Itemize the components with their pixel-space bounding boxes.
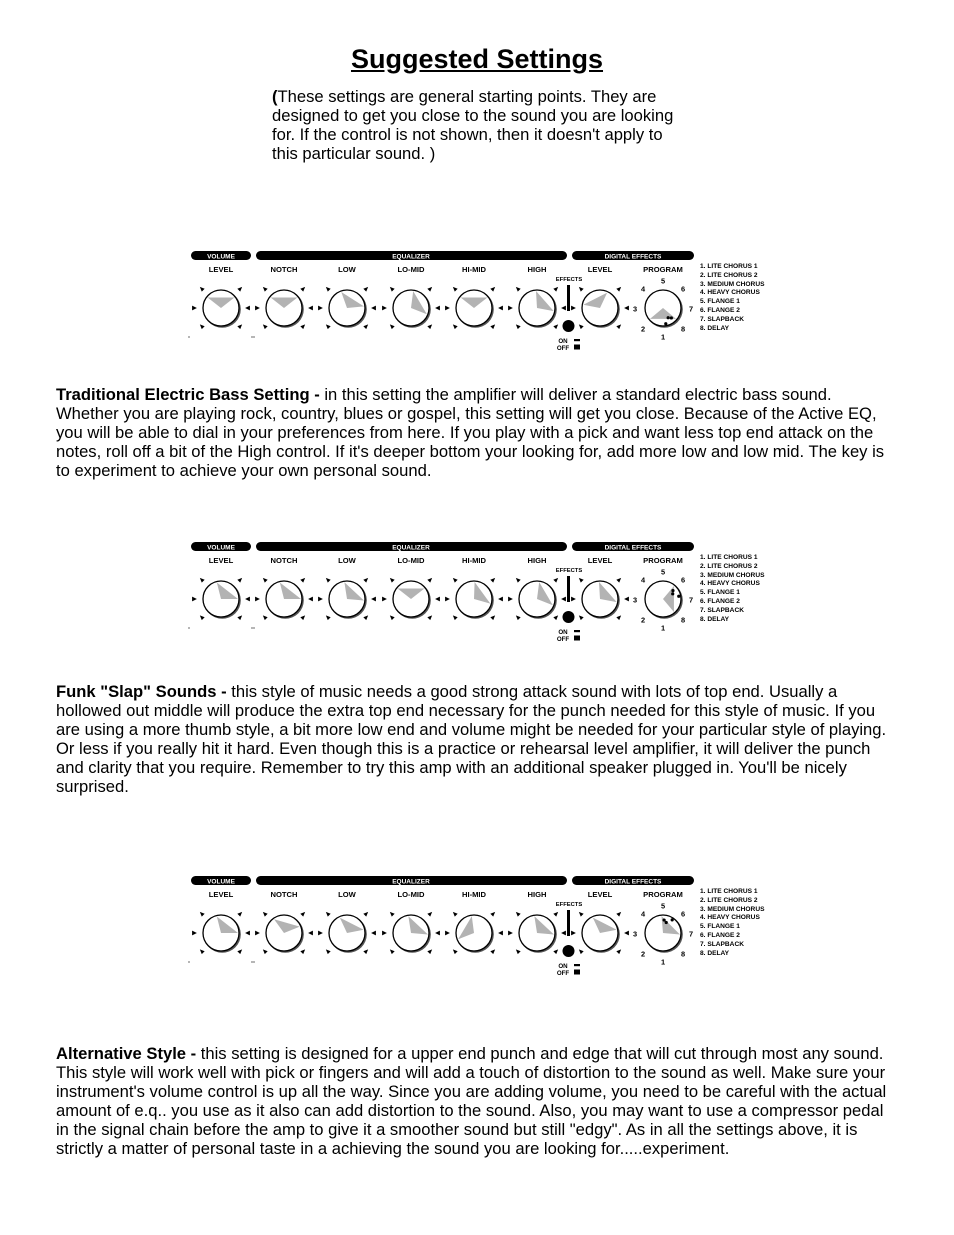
knob-label: HI-MID <box>461 265 487 274</box>
switch-led <box>563 945 575 957</box>
program-number: 3 <box>632 595 638 605</box>
program-number: 5 <box>660 901 666 911</box>
tick-marker <box>453 578 458 583</box>
tick-marker <box>263 578 268 583</box>
knob-label: LOW <box>338 265 356 274</box>
tick-marker <box>192 931 197 936</box>
tick-marker <box>363 615 368 620</box>
tick-marker <box>300 615 305 620</box>
dot-mark <box>251 961 252 962</box>
tick-marker <box>263 287 268 292</box>
tick-marker <box>553 324 558 329</box>
off-mark <box>574 345 580 350</box>
knob[interactable] <box>255 265 313 329</box>
on-label: ON <box>558 338 568 345</box>
tick-marker <box>371 931 376 936</box>
tick-marker <box>516 912 521 917</box>
section-alternative <box>56 1044 898 1158</box>
tick-marker <box>363 949 368 954</box>
intro-text <box>272 87 692 163</box>
tick-marker <box>326 287 331 292</box>
switch-slot <box>567 576 570 602</box>
knob-label: NOTCH <box>270 556 298 565</box>
program-knob[interactable] <box>633 556 693 633</box>
knob[interactable] <box>255 890 313 954</box>
knob[interactable] <box>508 890 566 954</box>
volume-label: VOLUME <box>207 878 235 886</box>
knob-label: LO-MID <box>397 556 425 565</box>
program-number: 2 <box>640 324 646 334</box>
knob-label: LO-MID <box>397 265 425 274</box>
dot-mark <box>253 336 254 337</box>
tick-marker <box>318 597 323 602</box>
tick-marker <box>363 578 368 583</box>
effects-list <box>700 263 764 333</box>
tick-marker <box>427 287 432 292</box>
program-number: 2 <box>640 615 646 625</box>
effects-list-item: 7. SLAPBACK <box>700 315 744 323</box>
tick-marker <box>498 931 503 936</box>
knob-label: LO-MID <box>397 890 425 899</box>
program-dot <box>671 918 674 921</box>
tick-marker <box>237 949 242 954</box>
tick-marker <box>579 578 584 583</box>
knob-label: LOW <box>338 890 356 899</box>
tick-marker <box>255 931 260 936</box>
tick-marker <box>490 949 495 954</box>
tick-marker <box>445 306 450 311</box>
on-mark <box>574 964 580 966</box>
program-number: 1 <box>660 623 666 633</box>
effects-list-item: 8. DELAY <box>700 615 730 623</box>
dot-mark <box>251 336 252 337</box>
section-body: this style of music needs a good strong attack sound with lots of top end. Usually a hollowed out middle will produce the extra top end necessary for the punch needed for this style of music. If you are using a more thumb style, a bit more low end and volume might be needed for your particular style of playing. Or less if you really hit it hard. Even though this is a practice or rehearsal level amplifier, it will deliver the punch and clarity that you require. Remember to try this amp with an additional speaker plugged in. You'll be nicely surprised. <box>56 682 887 796</box>
tick-marker <box>435 306 440 311</box>
tick-marker <box>579 287 584 292</box>
tick-marker <box>445 931 450 936</box>
effects-list-item: 4. HEAVY CHORUS <box>700 580 760 588</box>
tick-marker <box>200 324 205 329</box>
tick-marker <box>579 912 584 917</box>
knob[interactable] <box>255 556 313 620</box>
tick-marker <box>263 949 268 954</box>
program-number: 6 <box>680 575 686 585</box>
knob[interactable] <box>382 556 440 620</box>
tick-marker <box>579 615 584 620</box>
knob[interactable] <box>445 556 503 620</box>
section-heading: Alternative Style - <box>56 1044 197 1063</box>
program-label: PROGRAM <box>643 556 683 565</box>
knob[interactable] <box>318 890 376 954</box>
section-heading: Traditional Electric Bass Setting - <box>56 385 320 404</box>
program-dot <box>671 592 674 595</box>
tick-marker <box>237 287 242 292</box>
knob-label: LEVEL <box>208 265 234 274</box>
tick-marker <box>616 578 621 583</box>
tick-marker <box>300 578 305 583</box>
tick-marker <box>427 912 432 917</box>
section-heading: Funk "Slap" Sounds - <box>56 682 227 701</box>
tick-marker <box>390 578 395 583</box>
tick-marker <box>363 324 368 329</box>
tick-marker <box>237 324 242 329</box>
effects-list-item: 7. SLAPBACK <box>700 606 744 614</box>
effects-list-item: 2. LITE CHORUS 2 <box>700 896 758 904</box>
tick-marker <box>498 306 503 311</box>
tick-marker <box>516 578 521 583</box>
knob-label: LEVEL <box>587 265 613 274</box>
program-dot <box>665 921 668 924</box>
effects-label: EFFECTS <box>555 568 583 574</box>
tick-marker <box>553 287 558 292</box>
tick-marker <box>435 931 440 936</box>
tick-marker <box>200 912 205 917</box>
tick-marker <box>382 597 387 602</box>
tick-marker <box>237 615 242 620</box>
knob-label: HIGH <box>527 556 547 565</box>
tick-marker <box>363 912 368 917</box>
switch-led <box>563 320 575 332</box>
program-dot <box>671 589 674 592</box>
tick-marker <box>579 949 584 954</box>
tick-marker <box>561 306 566 311</box>
program-number: 6 <box>680 909 686 919</box>
tick-marker <box>571 931 576 936</box>
off-label: OFF <box>556 636 570 643</box>
tick-marker <box>382 306 387 311</box>
tick-marker <box>453 615 458 620</box>
effects-list-item: 8. DELAY <box>700 324 730 332</box>
program-label: PROGRAM <box>643 890 683 899</box>
knob[interactable] <box>445 265 503 329</box>
program-number: 5 <box>660 567 666 577</box>
effects-list-item: 3. MEDIUM CHORUS <box>700 571 765 579</box>
tick-marker <box>508 306 513 311</box>
dot-mark <box>188 627 189 628</box>
tick-marker <box>427 949 432 954</box>
section-body: this setting is designed for a upper end punch and edge that will cut through most any sound. This style will work well with pick or fingers and will add a touch of distortion to the sound as well. Make sure your instrument's volume control is up all the way. Since you are adding volume, you need to be careful with the actual amount of e.q.. you use as it also can add distortion to the sound. Also, you may want to use a compressor pedal in the signal chain before the amp to give it a smoother sound but still "edgy". As in all the settings above, it is strictly a matter of personal taste in a achieving the sound you are looking for.....experiment. <box>56 1044 887 1158</box>
knob-label: LEVEL <box>208 556 234 565</box>
knob-label: HI-MID <box>461 556 487 565</box>
knob-label: HIGH <box>527 890 547 899</box>
knob[interactable] <box>382 265 440 329</box>
effects-list-item: 8. DELAY <box>700 949 730 957</box>
knob[interactable] <box>508 265 566 329</box>
off-mark <box>574 636 580 641</box>
digital-effects-label: DIGITAL EFFECTS <box>604 253 662 261</box>
tick-marker <box>579 324 584 329</box>
tick-marker <box>237 578 242 583</box>
program-knob[interactable] <box>633 890 693 967</box>
tick-marker <box>300 324 305 329</box>
program-dot <box>663 918 666 921</box>
intro-body: These settings are general starting points. They are designed to get you close to the sound you are looking for. If the control is not shown, then it doesn't apply to this particular sound. ) <box>272 87 674 163</box>
tick-marker <box>453 287 458 292</box>
effects-list-item: 4. HEAVY CHORUS <box>700 289 760 297</box>
knob[interactable] <box>571 265 629 329</box>
program-number: 7 <box>688 929 694 939</box>
tick-marker <box>490 287 495 292</box>
off-mark <box>574 970 580 975</box>
tick-marker <box>318 306 323 311</box>
tick-marker <box>326 615 331 620</box>
tick-marker <box>245 597 250 602</box>
program-number: 6 <box>680 284 686 294</box>
tick-marker <box>427 615 432 620</box>
program-dot <box>667 316 670 319</box>
section-body: in this setting the amplifier will deliver a standard electric bass sound. Whether you are playing rock, country, blues or gospel, this setting will get you close. Because of the Active EQ, you will be able to dial in your preferences from here. If you play with a pick and want less top end attack on the notes, roll off a bit of the High control. If it's deeper bottom your looking for, add more low and low mid. The key is to experiment to achieve your own personal sound. <box>56 385 885 480</box>
program-dot <box>664 322 667 325</box>
tick-marker <box>300 912 305 917</box>
tick-marker <box>326 912 331 917</box>
tick-marker <box>245 931 250 936</box>
program-number: 4 <box>640 284 646 294</box>
knob[interactable] <box>192 890 250 954</box>
tick-marker <box>237 912 242 917</box>
tick-marker <box>200 578 205 583</box>
tick-marker <box>308 306 313 311</box>
tick-marker <box>192 597 197 602</box>
effects-switch[interactable] <box>556 902 583 977</box>
knob[interactable] <box>571 556 629 620</box>
program-number: 2 <box>640 949 646 959</box>
effects-list-item: 3. MEDIUM CHORUS <box>700 905 765 913</box>
tick-marker <box>616 912 621 917</box>
tick-marker <box>308 597 313 602</box>
intro-paren: ( <box>272 87 278 106</box>
tick-marker <box>561 931 566 936</box>
knob[interactable] <box>192 265 250 329</box>
knob[interactable] <box>445 890 503 954</box>
tick-marker <box>390 949 395 954</box>
equalizer-label: EQUALIZER <box>392 253 430 261</box>
tick-marker <box>453 324 458 329</box>
knob-label: LEVEL <box>587 890 613 899</box>
section-traditional <box>56 385 898 480</box>
tick-marker <box>390 912 395 917</box>
tick-marker <box>616 615 621 620</box>
tick-marker <box>445 597 450 602</box>
effects-list-item: 2. LITE CHORUS 2 <box>700 562 758 570</box>
tick-marker <box>616 324 621 329</box>
tick-marker <box>263 615 268 620</box>
tick-marker <box>490 578 495 583</box>
knob[interactable] <box>508 556 566 620</box>
tick-marker <box>371 597 376 602</box>
off-label: OFF <box>556 345 570 352</box>
tick-marker <box>516 324 521 329</box>
tick-marker <box>308 931 313 936</box>
program-knob[interactable] <box>633 265 693 342</box>
settings-panel-3 <box>186 873 776 983</box>
program-number: 4 <box>640 575 646 585</box>
tick-marker <box>363 287 368 292</box>
tick-marker <box>326 949 331 954</box>
tick-marker <box>390 615 395 620</box>
tick-marker <box>453 912 458 917</box>
effects-switch[interactable] <box>556 568 583 643</box>
knob-label: LEVEL <box>587 556 613 565</box>
knob-label: NOTCH <box>270 890 298 899</box>
tick-marker <box>516 287 521 292</box>
program-number: 8 <box>680 615 686 625</box>
tick-marker <box>390 287 395 292</box>
effects-list-item: 4. HEAVY CHORUS <box>700 914 760 922</box>
knob[interactable] <box>192 556 250 620</box>
tick-marker <box>616 287 621 292</box>
program-number: 1 <box>660 332 666 342</box>
on-label: ON <box>558 629 568 636</box>
off-label: OFF <box>556 970 570 977</box>
tick-marker <box>200 949 205 954</box>
program-number: 5 <box>660 276 666 286</box>
effects-list-item: 1. LITE CHORUS 1 <box>700 888 758 895</box>
tick-marker <box>490 912 495 917</box>
tick-marker <box>624 306 629 311</box>
tick-marker <box>516 615 521 620</box>
program-number: 4 <box>640 909 646 919</box>
program-number: 1 <box>660 957 666 967</box>
effects-list-item: 6. FLANGE 2 <box>700 931 740 939</box>
knob-label: NOTCH <box>270 265 298 274</box>
tick-marker <box>245 306 250 311</box>
digital-effects-label: DIGITAL EFFECTS <box>604 878 662 886</box>
tick-marker <box>390 324 395 329</box>
tick-marker <box>553 578 558 583</box>
tick-marker <box>571 597 576 602</box>
effects-list-item: 6. FLANGE 2 <box>700 597 740 605</box>
settings-panel-1 <box>186 248 776 358</box>
program-number: 3 <box>632 929 638 939</box>
tick-marker <box>300 287 305 292</box>
on-label: ON <box>558 963 568 970</box>
dot-mark <box>188 336 189 337</box>
equalizer-label: EQUALIZER <box>392 544 430 552</box>
switch-slot <box>567 910 570 936</box>
tick-marker <box>427 324 432 329</box>
knob-label: HI-MID <box>461 890 487 899</box>
digital-effects-label: DIGITAL EFFECTS <box>604 544 662 552</box>
tick-marker <box>382 931 387 936</box>
tick-marker <box>326 578 331 583</box>
knob-label: HIGH <box>527 265 547 274</box>
effects-list-item: 3. MEDIUM CHORUS <box>700 280 765 288</box>
dot-mark <box>253 627 254 628</box>
program-dot <box>670 316 673 319</box>
tick-marker <box>200 615 205 620</box>
program-number: 8 <box>680 949 686 959</box>
effects-list-item: 6. FLANGE 2 <box>700 306 740 314</box>
program-number: 3 <box>632 304 638 314</box>
effects-label: EFFECTS <box>555 902 583 908</box>
effects-list-item: 2. LITE CHORUS 2 <box>700 271 758 279</box>
volume-label: VOLUME <box>207 544 235 552</box>
tick-marker <box>435 597 440 602</box>
dot-mark <box>251 627 252 628</box>
tick-marker <box>624 597 629 602</box>
knob-label: LOW <box>338 556 356 565</box>
tick-marker <box>371 306 376 311</box>
knob[interactable] <box>571 890 629 954</box>
knob[interactable] <box>318 556 376 620</box>
effects-switch[interactable] <box>556 277 583 352</box>
tick-marker <box>300 949 305 954</box>
switch-led <box>563 611 575 623</box>
program-number: 7 <box>688 304 694 314</box>
tick-marker <box>255 597 260 602</box>
tick-marker <box>508 597 513 602</box>
effects-list <box>700 554 764 624</box>
effects-label: EFFECTS <box>555 277 583 283</box>
switch-slot <box>567 285 570 311</box>
volume-label: VOLUME <box>207 253 235 261</box>
section-funk-slap <box>56 682 898 796</box>
knob[interactable] <box>382 890 440 954</box>
effects-list-item: 5. FLANGE 1 <box>700 298 740 306</box>
tick-marker <box>553 615 558 620</box>
effects-list-item: 5. FLANGE 1 <box>700 923 740 931</box>
tick-marker <box>490 324 495 329</box>
equalizer-label: EQUALIZER <box>392 878 430 886</box>
dot-mark <box>253 961 254 962</box>
tick-marker <box>255 306 260 311</box>
tick-marker <box>616 949 621 954</box>
knob[interactable] <box>318 265 376 329</box>
tick-marker <box>318 931 323 936</box>
effects-list-item: 5. FLANGE 1 <box>700 589 740 597</box>
tick-marker <box>561 597 566 602</box>
effects-list-item: 1. LITE CHORUS 1 <box>700 263 758 270</box>
tick-marker <box>192 306 197 311</box>
tick-marker <box>553 949 558 954</box>
program-dot <box>677 595 680 598</box>
tick-marker <box>571 306 576 311</box>
tick-marker <box>453 949 458 954</box>
effects-list-item: 1. LITE CHORUS 1 <box>700 554 758 561</box>
effects-list <box>700 888 764 958</box>
tick-marker <box>508 931 513 936</box>
tick-marker <box>326 324 331 329</box>
page-title: Suggested Settings <box>350 44 604 74</box>
tick-marker <box>516 949 521 954</box>
tick-marker <box>498 597 503 602</box>
effects-list-item: 7. SLAPBACK <box>700 940 744 948</box>
tick-marker <box>490 615 495 620</box>
tick-marker <box>263 912 268 917</box>
dot-mark <box>188 961 189 962</box>
program-label: PROGRAM <box>643 265 683 274</box>
tick-marker <box>263 324 268 329</box>
program-number: 7 <box>688 595 694 605</box>
on-mark <box>574 630 580 632</box>
on-mark <box>574 339 580 341</box>
settings-panel-2 <box>186 539 776 649</box>
knob-label: LEVEL <box>208 890 234 899</box>
tick-marker <box>624 931 629 936</box>
program-number: 8 <box>680 324 686 334</box>
tick-marker <box>200 287 205 292</box>
tick-marker <box>427 578 432 583</box>
tick-marker <box>553 912 558 917</box>
